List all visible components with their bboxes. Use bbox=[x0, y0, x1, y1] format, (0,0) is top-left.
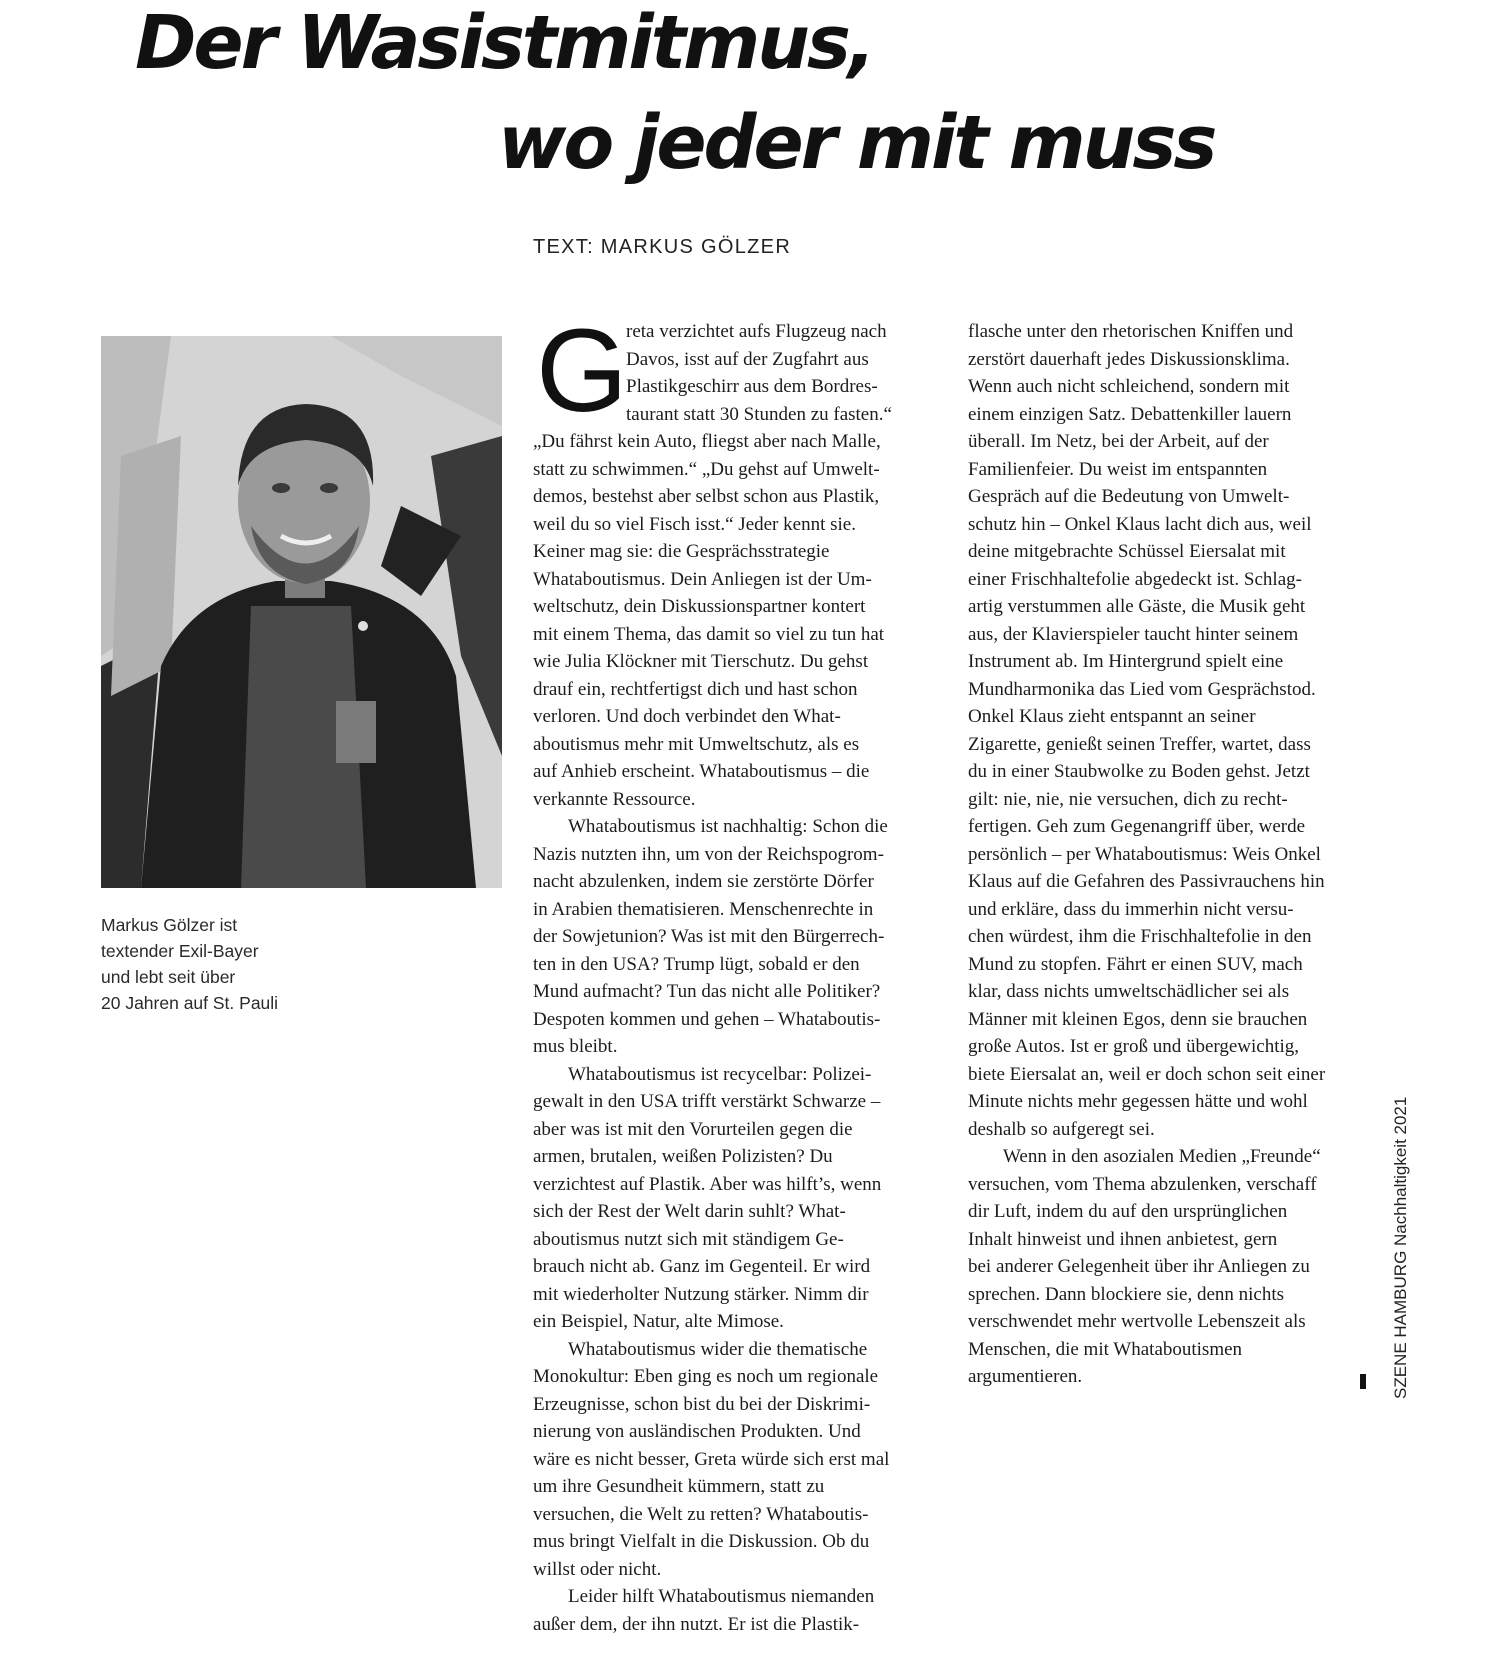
article-line: und erkläre, dass du immerhin nicht versu- bbox=[968, 898, 1294, 920]
article-line: einer Frischhaltefolie abgedeckt ist. Schlag- bbox=[968, 568, 1302, 590]
article-line: Familienfeier. Du weist im entspannten bbox=[968, 458, 1268, 480]
article-line: sich der Rest der Welt darin suhlt? What- bbox=[533, 1201, 846, 1222]
caption-line: 20 Jahren auf St. Pauli bbox=[101, 993, 279, 1013]
article-line: argumentieren. bbox=[968, 1366, 1083, 1387]
article-line: drauf ein, rechtfertigst dich und hast schon bbox=[533, 678, 858, 700]
article-line: Mund zu stopfen. Fährt er einen SUV, mach bbox=[968, 953, 1303, 975]
article-column-2 bbox=[968, 318, 1368, 1391]
article-line: Mund aufmacht? Tun das nicht alle Politiker? bbox=[533, 981, 881, 1002]
article-line: nierung von ausländischen Produkten. Und bbox=[533, 1421, 861, 1442]
article-line: biete Eiersalat an, weil er doch schon seit einer bbox=[968, 1063, 1326, 1085]
article-line: persönlich – per Whataboutismus: Weis Onkel bbox=[968, 843, 1321, 865]
headline-line-2: wo jeder mit muss bbox=[498, 100, 1215, 186]
article-line: Männer mit kleinen Egos, denn sie brauchen bbox=[968, 1008, 1308, 1030]
article-line: Monokultur: Eben ging es noch um regionale bbox=[533, 1366, 879, 1387]
article-line: große Autos. Ist er groß und übergewichtig, bbox=[968, 1036, 1300, 1057]
article-line: Gespräch auf die Bedeutung von Umwelt- bbox=[968, 486, 1290, 507]
article-line: dir Luft, indem du auf den ursprünglichen bbox=[968, 1201, 1288, 1222]
article-line: Whataboutismus. Dein Anliegen ist der Um- bbox=[533, 568, 872, 590]
drop-cap: G bbox=[536, 305, 628, 437]
article-column-1 bbox=[533, 305, 933, 1638]
article-line: aboutismus nutzt sich mit ständigem Ge- bbox=[533, 1228, 844, 1250]
article-line: aber was ist mit den Vorurteilen gegen die bbox=[533, 1118, 853, 1140]
article-line: gilt: nie, nie, nie versuchen, dich zu recht- bbox=[968, 788, 1288, 810]
article-line: mus bleibt. bbox=[533, 1036, 618, 1057]
article-line: Klaus auf die Gefahren des Passivrauchens hin bbox=[968, 871, 1325, 892]
article-line: deshalb so aufgeregt sei. bbox=[968, 1118, 1155, 1140]
article-line: verloren. Und doch verbindet den What- bbox=[533, 706, 841, 727]
article-line: Onkel Klaus zieht entspannt an seiner bbox=[968, 706, 1256, 727]
article-line: zerstört dauerhaft jedes Diskussionsklima. bbox=[968, 348, 1290, 370]
article-line: der Sowjetunion? Was ist mit den Bürgerrech- bbox=[533, 926, 885, 947]
author-caption bbox=[101, 912, 361, 1016]
article-line: fertigen. Geh zum Gegenangriff über, werde bbox=[968, 816, 1306, 837]
article-line: verkannte Ressource. bbox=[533, 788, 696, 810]
article-line: Instrument ab. Im Hintergrund spielt eine bbox=[968, 651, 1284, 672]
article-line: Whataboutismus wider die thematische bbox=[568, 1338, 868, 1360]
article-line: mit wiederholter Nutzung stärker. Nimm dir bbox=[533, 1283, 869, 1305]
article-line: mit einem Thema, das damit so viel zu tun hat bbox=[533, 623, 885, 645]
article-line: außer dem, der ihn nutzt. Er ist die Plastik- bbox=[533, 1613, 860, 1635]
article-line: weil du so viel Fisch isst.“ Jeder kennt sie. bbox=[533, 513, 856, 535]
article-line: versuchen, die Welt zu retten? Whataboutis- bbox=[533, 1503, 869, 1525]
article-line: demos, bestehst aber selbst schon aus Plastik, bbox=[533, 486, 880, 507]
article-line: Davos, isst auf der Zugfahrt aus bbox=[626, 348, 869, 370]
article-line: Wenn auch nicht schleichend, sondern mit bbox=[968, 376, 1290, 397]
article-line: gewalt in den USA trifft verstärkt Schwarze – bbox=[533, 1091, 881, 1112]
article-line: taurant statt 30 Stunden zu fasten.“ bbox=[626, 403, 892, 425]
article-line: schutz hin – Onkel Klaus lacht dich aus, weil bbox=[968, 513, 1312, 535]
article-line: ten in den USA? Trump lügt, sobald er den bbox=[533, 953, 860, 975]
article-line: du in einer Staubwolke zu Boden gehst. Jetzt bbox=[968, 761, 1310, 782]
article-line: Whataboutismus ist recycelbar: Polizei- bbox=[568, 1063, 872, 1085]
article-line: wie Julia Klöckner mit Tierschutz. Du gehst bbox=[533, 651, 869, 672]
article-line: willst oder nicht. bbox=[533, 1558, 662, 1580]
article-line: Plastikgeschirr aus dem Bordres- bbox=[626, 376, 878, 397]
end-of-article-mark bbox=[1360, 1374, 1366, 1389]
article-line: Menschen, die mit Whataboutismen bbox=[968, 1338, 1243, 1360]
article-line: nacht abzulenken, indem sie zerstörte Dörfer bbox=[533, 871, 874, 892]
byline: TEXT: MARKUS GÖLZER bbox=[533, 236, 792, 258]
caption-line: Markus Gölzer ist bbox=[101, 915, 238, 935]
article-line: versuchen, vom Thema abzulenken, verschaff bbox=[968, 1173, 1317, 1195]
article-line: Zigarette, genießt seinen Treffer, wartet, dass bbox=[968, 733, 1311, 755]
article-line: Leider hilft Whataboutismus niemanden bbox=[568, 1586, 875, 1607]
article-line: Inhalt hinweist und ihnen anbietest, gern bbox=[968, 1228, 1278, 1250]
article-line: aus, der Klavierspieler taucht hinter seinem bbox=[968, 623, 1299, 645]
article-line: verschwendet mehr wertvolle Lebenszeit als bbox=[968, 1311, 1306, 1332]
article-line: artig verstummen alle Gäste, die Musik geht bbox=[968, 596, 1306, 617]
article-line: in Arabien thematisieren. Menschenrechte in bbox=[533, 898, 874, 920]
article-line: Despoten kommen und gehen – Whataboutis- bbox=[533, 1008, 881, 1030]
caption-line: textender Exil-Bayer bbox=[101, 941, 259, 961]
article-line: um ihre Gesundheit kümmern, statt zu bbox=[533, 1476, 825, 1497]
article-line: bei anderer Gelegenheit über ihr Anliegen zu bbox=[968, 1256, 1310, 1277]
article-line: deine mitgebrachte Schüssel Eiersalat mit bbox=[968, 541, 1286, 562]
article-line: ein Beispiel, Natur, alte Mimose. bbox=[533, 1311, 784, 1332]
article-line: klar, dass nichts umweltschädlicher sei als bbox=[968, 981, 1290, 1002]
article-line: wäre es nicht besser, Greta würde sich erst mal bbox=[533, 1448, 890, 1470]
article-line: weltschutz, dein Diskussionspartner kontert bbox=[533, 596, 866, 617]
author-photo bbox=[101, 336, 502, 888]
article-line: verzichtest auf Plastik. Aber was hilft’s, wenn bbox=[533, 1173, 882, 1195]
article-line: reta verzichtet aufs Flugzeug nach bbox=[626, 321, 887, 342]
article-line: Erzeugnisse, schon bist du bei der Diskrimi- bbox=[533, 1393, 871, 1415]
article-line: überall. Im Netz, bei der Arbeit, auf der bbox=[968, 431, 1269, 452]
article-line: mus bringt Vielfalt in die Diskussion. Ob du bbox=[533, 1531, 870, 1552]
article-line: Whataboutismus ist nachhaltig: Schon die bbox=[568, 816, 888, 837]
article-line: einem einzigen Satz. Debattenkiller lauern bbox=[968, 403, 1292, 425]
article-line: armen, brutalen, weißen Polizisten? Du bbox=[533, 1146, 833, 1167]
headline-line-1: Der Wasistmitmus, bbox=[135, 0, 874, 86]
article-line: Mundharmonika das Lied vom Gesprächstod. bbox=[968, 678, 1316, 700]
article-line: Keiner mag sie: die Gesprächsstrategie bbox=[533, 541, 830, 562]
article-line: chen würdest, ihm die Frischhaltefolie in den bbox=[968, 926, 1312, 947]
article-line: brauch nicht ab. Ganz im Gegenteil. Er wird bbox=[533, 1256, 871, 1277]
article-line: sprechen. Dann blockiere sie, denn nichts bbox=[968, 1283, 1285, 1305]
article-line: statt zu schwimmen.“ „Du gehst auf Umwelt- bbox=[533, 458, 880, 480]
article-line: flasche unter den rhetorischen Kniffen und bbox=[968, 321, 1294, 342]
author-portrait-image bbox=[101, 336, 502, 888]
article-line: Minute nichts mehr gegessen hätte und wohl bbox=[968, 1091, 1308, 1112]
page-footer-vertical: SZENE HAMBURG Nachhaltigkeit 2021 bbox=[1391, 1096, 1410, 1399]
article-line: „Du fährst kein Auto, fliegst aber nach Malle, bbox=[533, 431, 881, 452]
article-line: Nazis nutzten ihn, um von der Reichspogrom- bbox=[533, 843, 884, 865]
article-line: aboutismus mehr mit Umweltschutz, als es bbox=[533, 733, 860, 755]
article-line: auf Anhieb erscheint. Whataboutismus – die bbox=[533, 761, 870, 782]
article-line: Wenn in den asozialen Medien „Freunde“ bbox=[1003, 1146, 1321, 1167]
caption-line: und lebt seit über bbox=[101, 967, 236, 987]
